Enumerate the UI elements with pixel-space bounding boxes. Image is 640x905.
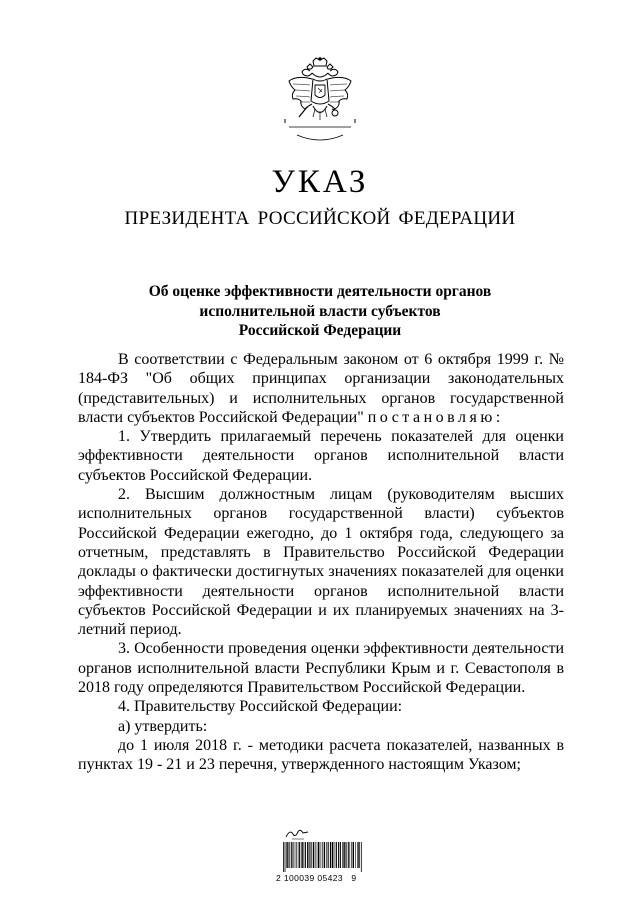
barcode-bar [283,842,284,872]
preamble-text: В соответствии с Федеральным законом от 6 октября 1999 г. № 184-ФЗ "Об общих принципах организации законодательных (представительных) и исполнительных органов государственной власти субъектов Российской Федерации" [78,351,564,426]
barcode-bar [326,842,327,868]
barcode-bar [340,842,341,868]
barcode-bar [291,842,292,868]
paragraph-item-4: 4. Правительству Российской Федерации: [118,698,403,716]
barcode-bar [351,842,352,868]
barcode-bar [346,842,347,868]
barcode-bar [295,842,296,868]
paragraph-deadline: до 1 июля 2018 г. - методики расчета показателей, названных в пунктах 19 - 21 и 23 перечня, утвержденного настоящим Указом; [78,736,564,774]
subject-line: исполнительной власти субъектов [199,302,441,320]
barcode-bar [343,842,344,868]
barcode-bar [305,842,306,868]
barcode-bar [309,842,310,868]
barcode-bar [307,842,308,868]
barcode-bar [348,842,349,868]
paragraph-item-1: 1. Утвердить прилагаемый перечень показателей для оценки эффективности деятельности органов исполнительной власти субъектов Российской Федерации. [78,428,564,484]
barcode-bar [293,842,294,868]
paragraph-item-2: 2. Высшим должностным лицам (руководителям высших исполнительных органов государственной власти) субъектов Российской Федерации ежегодно, до 1 октября года, следующего за отчетным, представлять в Правительство Российской Федерации доклады о фактически достигнутых значениях показателей для оценки эффективности деятельности органов исполнительной власти субъектов Российской Федерации и их планируемых значениях на 3-летний период. [78,486,564,639]
paragraph-subitem-a: а) утвердить: [118,717,208,735]
barcode-bar [361,842,362,872]
barcode-bar [358,842,359,868]
barcode-bar [336,842,337,868]
document-body [78,350,564,775]
barcode-bar [296,842,297,868]
barcode-bar [311,842,312,868]
signature-mark-icon [284,826,310,840]
barcode-bar [335,842,336,868]
barcode-number: 2 100039 05423 9 [276,873,357,883]
barcode-bar [321,842,322,868]
barcode-bar [313,842,314,868]
barcode-bar [318,842,319,868]
barcode-bar [315,842,316,868]
barcode-bar [299,842,300,868]
barcode [282,842,368,872]
subject-line: Российской Федерации [238,322,402,339]
barcode-bar [285,842,286,872]
document-subtitle: ПРЕЗИДЕНТА РОССИЙСКОЙ ФЕДЕРАЦИИ [124,208,516,229]
barcode-bar [353,842,354,868]
barcode-bar [289,842,290,868]
barcode-bar [330,842,331,868]
document-title: УКАЗ [271,164,369,200]
subject-line: Об оценке эффективности деятельности органов [148,283,492,300]
barcode-bar [317,842,318,868]
barcode-bar [286,842,287,868]
paragraph-preamble [78,350,564,427]
barcode-bar [324,842,325,868]
barcode-bar [298,842,299,868]
paragraph-item-3: 3. Особенности проведения оценки эффективности деятельности органов исполнительной власти Республики Крым и г. Севастополя в 2018 году определяются Правительством Российской Федерации. [78,640,564,697]
barcode-bar [342,842,343,868]
barcode-bar [357,842,358,868]
barcode-bar [332,842,333,868]
barcode-bar [322,842,323,868]
document-subject [100,282,540,341]
barcode-bar [350,842,351,868]
barcode-bar [355,842,356,868]
barcode-bar [301,842,302,868]
barcode-bar [338,842,339,868]
barcode-bar [328,842,329,868]
russian-coat-of-arms-icon [283,57,357,145]
document-footer [268,826,378,886]
decree-word: постановляю: [367,408,504,426]
barcode-bar [304,842,305,868]
